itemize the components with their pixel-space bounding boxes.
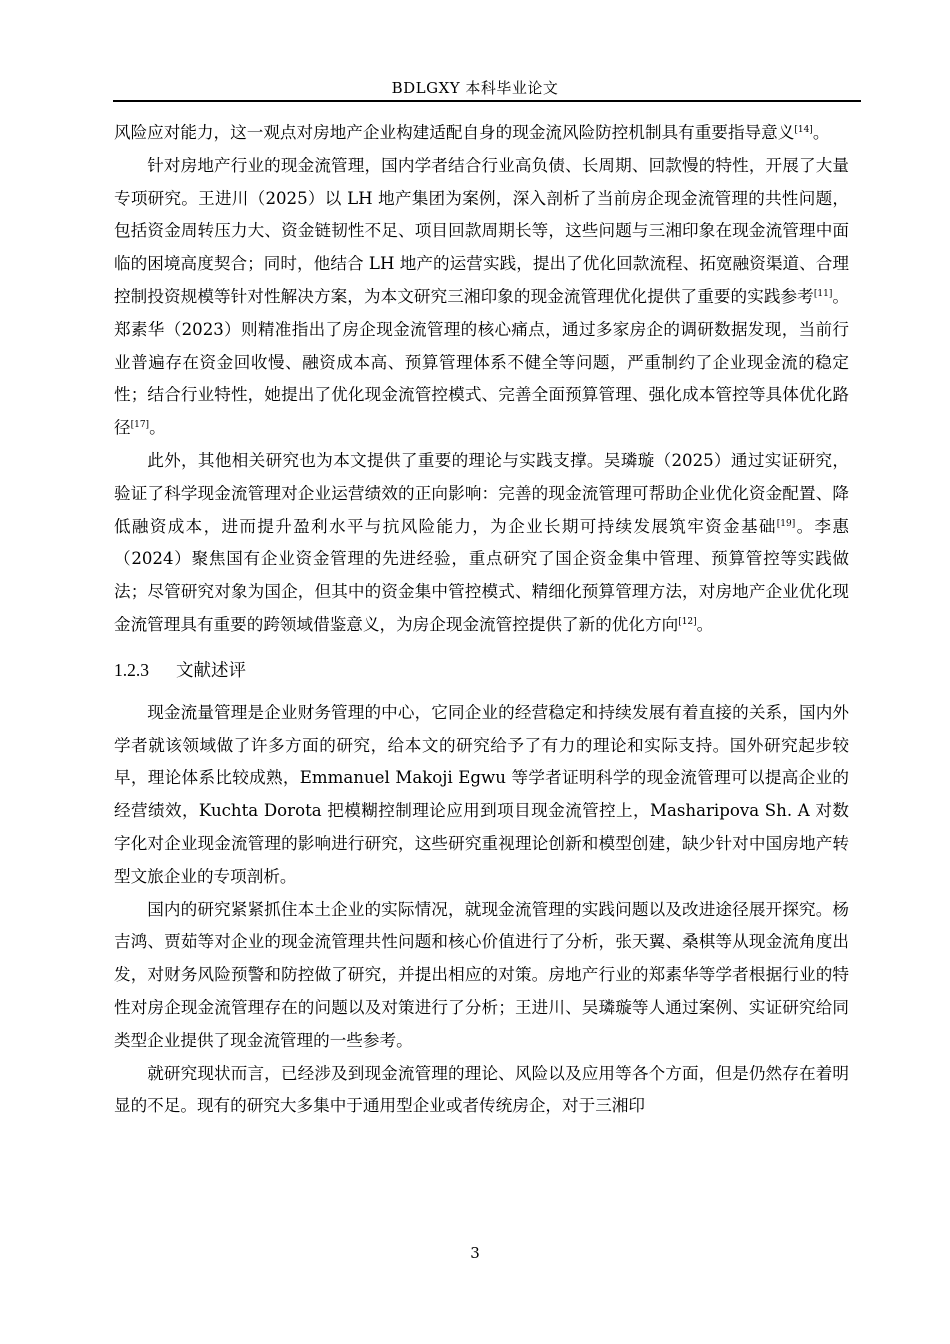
- paragraph-other-research: [114, 445, 849, 642]
- paragraph-domestic-real-estate: [114, 150, 849, 445]
- paragraph-text: 。李惠（2024）聚焦国有企业资金管理的先进经验，重点研究了国企资金集中管理、预算管控等实践做法；尽管研究对象为国企，但其中的资金集中管控模式、精细化预算管理方法，对房地产企业优化现金流管理具有重要的跨领域借鉴意义，为房企现金流管控提供了新的优化方向: [114, 516, 850, 634]
- running-header: BDLGXY 本科毕业论文: [391, 79, 559, 97]
- citation-ref: [12]: [678, 616, 697, 627]
- paragraph-text: 此外，其他相关研究也为本文提供了重要的理论与实践支撑。吴璘璇（2025）通过实证研究，验证了科学现金流管理对企业运营绩效的正向影响：完善的现金流管理可帮助企业优化资金配置、降低融资成本，进而提升盈利水平与抗风险能力，为企业长期可持续发展筑牢资金基础: [114, 450, 849, 536]
- paragraph-review-gaps: 就研究现状而言，已经涉及到现金流管理的理论、风险以及应用等各个方面，但是仍然存在着明显的不足。现有的研究大多集中于通用型企业或者传统房企，对于三湘印: [114, 1063, 849, 1116]
- paragraph-text: 。: [696, 614, 714, 634]
- paragraph-text: 。郑素华（2023）则精准指出了房企现金流管理的核心痛点，通过多家房企的调研数据发现，当前行业普遍存在资金回收慢、融资成本高、预算管理体系不健全等问题，严重制约了企业现金流的稳定性；结合行业特性，她提出了优化现金流管控模式、完善全面预算管理、强化成本管控等具体优化路径: [114, 286, 850, 438]
- page-body: [114, 117, 849, 1123]
- paragraph-text: 针对房地产行业的现金流管理，国内学者结合行业高负债、长周期、回款慢的特性，开展了大量专项研究。王进川（2025）以 LH 地产集团为案例，深入剖析了当前房企现金流管理的共性问题，包括资金周转压力大、资金链韧性不足、项目回款周期长等，这些问题与三湘印象在现金流管理中面临的困境高度契合；同时，他结合 LH 地产的运营实践，提出了优化回款流程、拓宽融资渠道、合理控制投资规模等针对性解决方案，为本文研究三湘印象的现金流管理优化提供了重要的实践参考: [114, 155, 849, 306]
- citation-ref: [11]: [813, 288, 833, 299]
- paragraph-continuation: [114, 117, 849, 150]
- citation-ref: [19]: [776, 518, 796, 529]
- paragraph-text: 。: [149, 418, 166, 438]
- paragraph-review-domestic: 国内的研究紧紧抓住本土企业的实际情况，就现金流管理的实践问题以及改进途径展开探究。杨吉鸿、贾茹等对企业的现金流管理共性问题和核心价值进行了分析，张天翼、桑棋等从现金流角度出发，对财务风险预警和防控做了研究，并提出相应的对策。房地产行业的郑素华等学者根据行业的特性对房企现金流管理存在的问题以及对策进行了分析；王进川、吴璘璇等人通过案例、实证研究给同类型企业提供了现金流管理的一些参考。: [114, 899, 849, 1050]
- section-number: 1.2.3: [114, 659, 149, 680]
- section-title: 文献述评: [176, 660, 246, 681]
- header-divider: [113, 100, 861, 102]
- paragraph-text: 。: [812, 123, 830, 142]
- paragraph-review-overview: 现金流量管理是企业财务管理的中心，它同企业的经营稳定和持续发展有着直接的关系，国内外学者就该领域做了许多方面的研究，给本文的研究给予了有力的理论和实际支持。国外研究起步较早，理论体系比较成熟，Emmanuel Makoji Egwu 等学者证明科学的现金流管理可以提高企业的经营绩效，Kuchta Dorota 把模糊控制理论应用到项目现金流管控上，Masharipova Sh. A 对数字化对企业现金流管理的影响进行研究，这些研究重视理论创新和模型创建，缺少针对中国房地产转型文旅企业的专项剖析。: [114, 702, 849, 886]
- page-number: 3: [470, 1244, 480, 1262]
- paragraph-text: 风险应对能力，这一观点对房地产企业构建适配自身的现金流风险防控机制具有重要指导意义: [114, 123, 795, 142]
- section-heading: [114, 650, 849, 691]
- citation-ref: [14]: [794, 125, 813, 135]
- citation-ref: [17]: [130, 420, 150, 431]
